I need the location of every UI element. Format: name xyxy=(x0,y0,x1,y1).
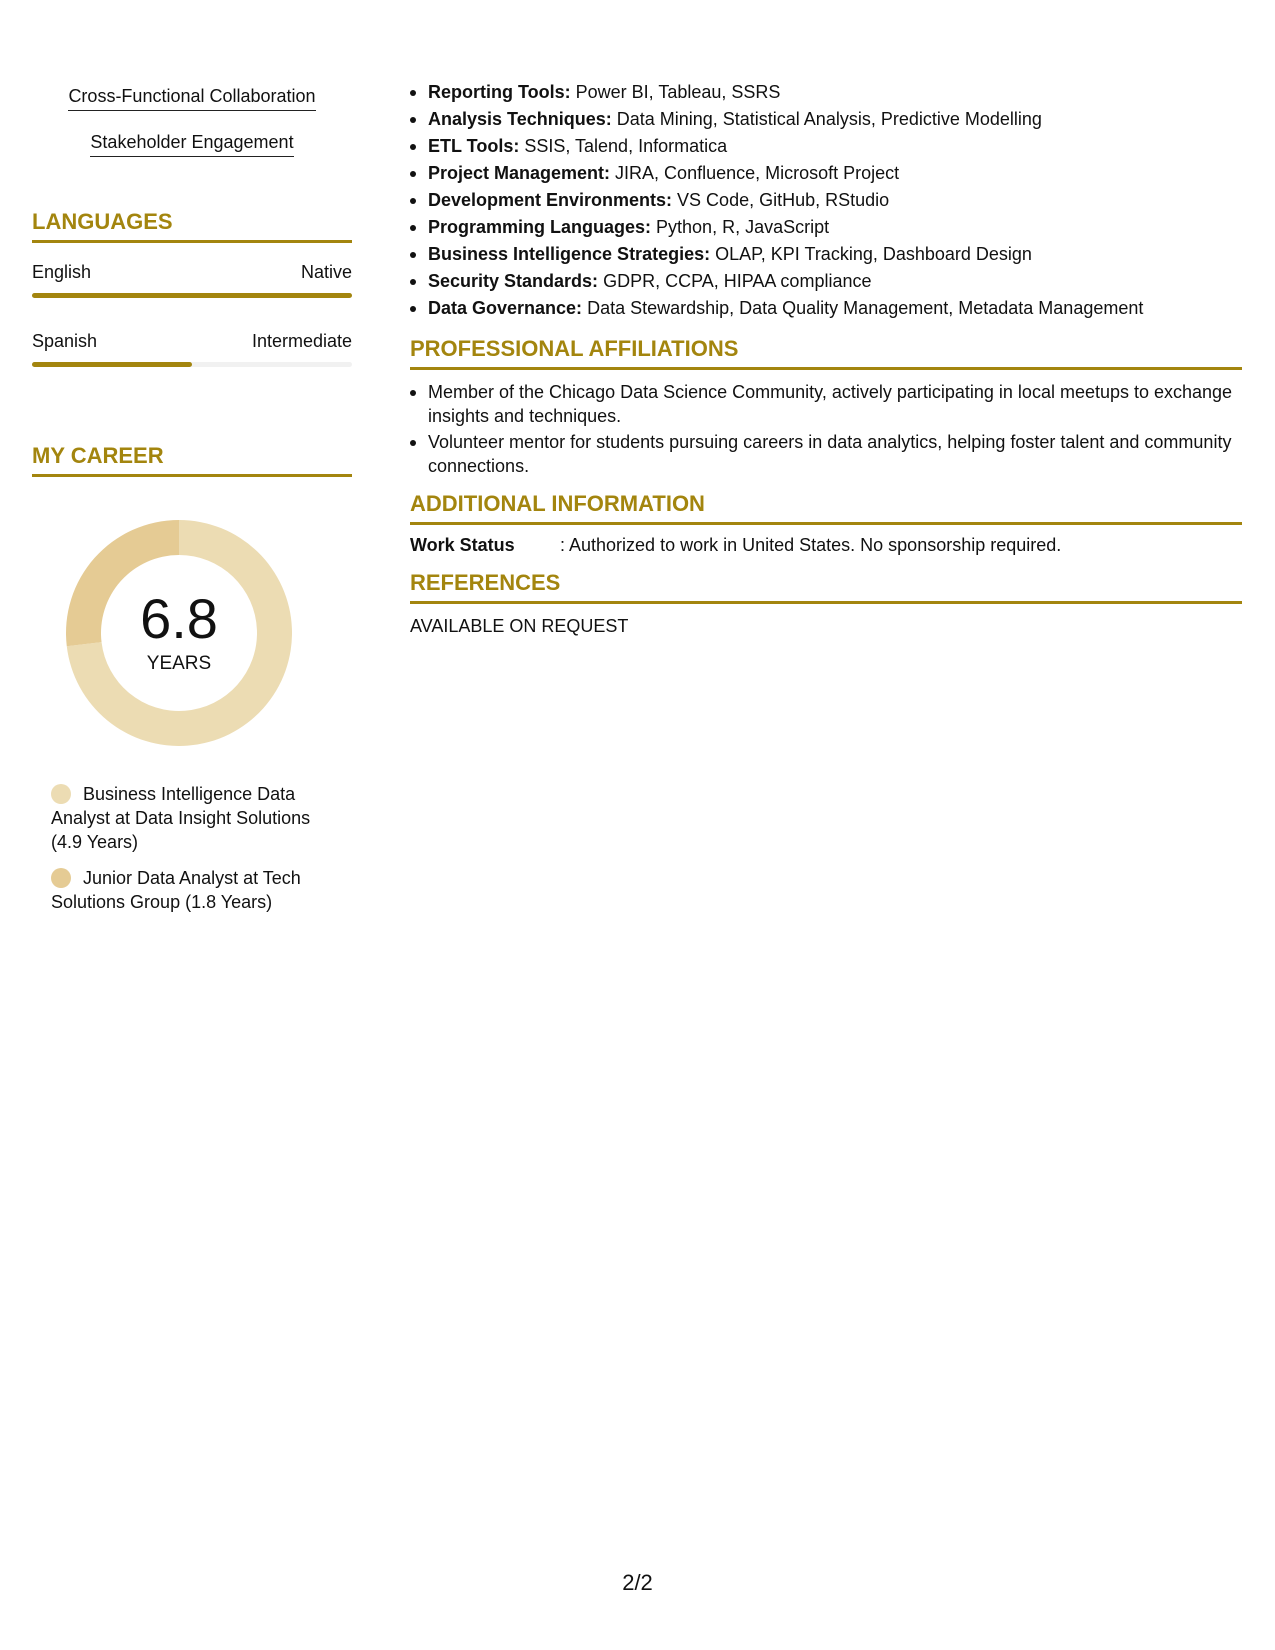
list-item: Business Intelligence Strategies: OLAP, KPI Tracking, Dashboard Design xyxy=(410,242,1242,269)
list-item: Data Governance: Data Stewardship, Data Quality Management, Metadata Management xyxy=(410,296,1242,323)
career-heading: MY CAREER xyxy=(32,443,352,477)
career-total-years: 6.8 xyxy=(140,587,218,650)
donut-center xyxy=(66,520,292,746)
language-bar-english xyxy=(32,293,352,298)
sidebar xyxy=(32,84,352,914)
list-item: ETL Tools: SSIS, Talend, Informatica xyxy=(410,134,1242,161)
legend-dot-icon xyxy=(51,868,71,888)
main-content xyxy=(410,80,1242,638)
list-item: Security Standards: GDPR, CCPA, HIPAA compliance xyxy=(410,269,1242,296)
list-item: Volunteer mentor for students pursuing careers in data analytics, helping foster talent and community connections. xyxy=(410,430,1242,478)
language-row-english xyxy=(32,261,352,283)
work-status-label: Work Status xyxy=(410,535,515,555)
career-total-unit: YEARS xyxy=(146,653,212,674)
legend-dot-icon xyxy=(51,784,71,804)
legend-label: Business Intelligence Data Analyst at Data Insight Solutions (4.9 Years) xyxy=(51,784,311,852)
language-name: Spanish xyxy=(32,331,98,351)
work-status-value: : Authorized to work in United States. No sponsorship required. xyxy=(560,535,1062,555)
language-level: Intermediate xyxy=(251,331,352,351)
skill-tag: Cross-Functional Collaboration xyxy=(32,84,352,111)
language-bar-fill xyxy=(32,293,352,298)
list-item: Member of the Chicago Data Science Community, actively participating in local meetups to exchange insights and techniques. xyxy=(410,380,1242,428)
languages-heading: LANGUAGES xyxy=(32,209,352,243)
list-item: Programming Languages: Python, R, JavaScript xyxy=(410,215,1242,242)
tools-list xyxy=(410,80,1242,323)
references-text: AVAILABLE ON REQUEST xyxy=(410,616,629,636)
language-name: English xyxy=(32,262,92,282)
career-legend xyxy=(32,782,352,914)
affiliations-heading: PROFESSIONAL AFFILIATIONS xyxy=(410,336,1242,370)
references-heading: REFERENCES xyxy=(410,570,1242,604)
list-item: Reporting Tools: Power BI, Tableau, SSRS xyxy=(410,80,1242,107)
language-level: Native xyxy=(300,262,352,282)
legend-label: Junior Data Analyst at Tech Solutions Group (1.8 Years) xyxy=(51,868,301,912)
list-item: Analysis Techniques: Data Mining, Statistical Analysis, Predictive Modelling xyxy=(410,107,1242,134)
language-bar-spanish xyxy=(32,362,352,367)
list-item: Development Environments: VS Code, GitHub, RStudio xyxy=(410,188,1242,215)
work-status-row xyxy=(410,533,1242,557)
skill-tag: Stakeholder Engagement xyxy=(32,130,352,157)
additional-info-heading: ADDITIONAL INFORMATION xyxy=(410,491,1242,525)
list-item: Project Management: JIRA, Confluence, Microsoft Project xyxy=(410,161,1242,188)
affiliations-list xyxy=(410,380,1242,478)
language-row-spanish xyxy=(32,330,352,352)
language-bar-fill xyxy=(32,362,192,367)
career-donut-chart xyxy=(66,520,292,746)
legend-item xyxy=(51,866,352,914)
page-number: 2/2 xyxy=(622,1570,653,1595)
legend-item xyxy=(51,782,352,854)
